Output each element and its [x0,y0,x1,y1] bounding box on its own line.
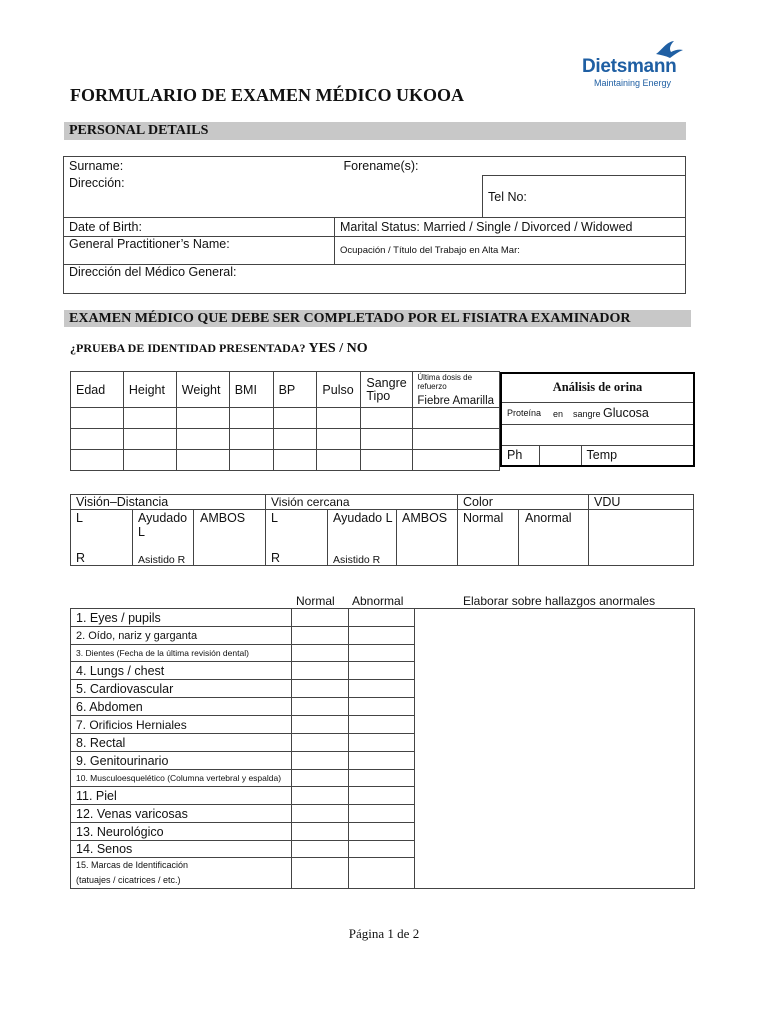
finding-normal-cell[interactable] [292,823,349,841]
finding-abnormal-cell[interactable] [349,734,415,752]
name-row[interactable] [64,157,686,176]
finding-item: 3. Dientes (Fecha de la última revisión dental) [71,645,292,662]
vdu-value[interactable] [589,510,694,566]
finding-normal-cell[interactable] [292,609,349,627]
address-field[interactable] [64,176,483,218]
company-logo [582,40,692,90]
finding-item: 8. Rectal [71,734,292,752]
finding-abnormal-cell[interactable] [349,698,415,716]
finding-item: 7. Orificios Herniales [71,716,292,734]
occupation-label: Ocupación / Título del Trabajo en Alta Mar: [340,245,520,256]
vital-cell[interactable] [176,429,229,450]
vital-cell[interactable] [71,429,124,450]
finding-item-sub: (tatuajes / cicatrices / etc.) [76,875,181,885]
vital-cell[interactable] [229,429,273,450]
finding-abnormal-cell[interactable] [349,662,415,680]
finding-item: 1. Eyes / pupils [71,609,292,627]
dob-field[interactable] [64,218,335,237]
near-both-label: AMBOS [402,511,448,525]
vital-header-height: Height [123,372,176,408]
ph-label: Ph [501,445,539,466]
vital-cell[interactable] [273,408,317,429]
finding-item: 10. Musculoesquelético (Columna vertebral y espalda) [71,770,292,787]
vital-cell[interactable] [229,450,273,471]
near-aided-label: Ayudado L [333,511,393,525]
vital-cell[interactable] [229,408,273,429]
vision-distance-both[interactable] [194,510,266,566]
vision-near-aided[interactable] [328,510,397,566]
protein-label: Proteína [507,408,542,418]
finding-abnormal-cell[interactable] [349,752,415,770]
elaborate-findings-area[interactable] [415,609,695,889]
finding-normal-cell[interactable] [292,787,349,805]
id-options[interactable]: YES / NO [308,341,368,356]
finding-normal-cell[interactable] [292,662,349,680]
page-number: Página 1 de 2 [348,926,420,941]
vital-header-bp: BP [273,372,317,408]
urine-title: Análisis de orina [501,373,694,402]
personal-details-table [63,156,686,218]
finding-item: 4. Lungs / chest [71,662,292,680]
finding-item: 14. Senos [71,841,292,858]
finding-normal-cell[interactable] [292,841,349,858]
vital-cell[interactable] [317,429,361,450]
color-abnormal-label: Anormal [525,511,572,525]
vital-cell[interactable] [176,408,229,429]
vital-cell[interactable] [361,450,413,471]
distance-aided-label: Ayudado L [138,511,188,539]
finding-abnormal-cell[interactable] [349,609,415,627]
distance-both-label: AMBOS [200,511,246,525]
id-question [70,341,368,357]
finding-item: 15. Marcas de Identificación [76,860,189,870]
col-normal-header: Normal [296,594,335,608]
vital-cell[interactable] [413,429,500,450]
finding-abnormal-cell[interactable] [349,805,415,823]
surname-label: Surname: [69,159,124,173]
finding-normal-cell[interactable] [292,734,349,752]
finding-item: 6. Abdomen [71,698,292,716]
finding-abnormal-cell[interactable] [349,645,415,662]
finding-item-15 [71,858,292,889]
tel-field[interactable] [483,176,686,218]
vision-distance-lr[interactable] [71,510,133,566]
vision-near-lr[interactable] [266,510,328,566]
exam-header: EXAMEN MÉDICO QUE DEBE SER COMPLETADO POR EL FISIATRA EXAMINADOR [64,310,691,327]
findings-table [70,608,695,889]
glucosa-label: Glucosa [603,405,649,420]
marital-field[interactable] [335,218,686,237]
finding-abnormal-cell[interactable] [349,823,415,841]
vision-near-both[interactable] [397,510,458,566]
dob-label: Date of Birth: [69,220,142,234]
temp-label: Temp [581,445,694,466]
logo-tagline: Maintaining Energy [594,78,672,88]
finding-item: 9. Genitourinario [71,752,292,770]
finding-abnormal-cell[interactable] [349,770,415,787]
finding-normal-cell[interactable] [292,680,349,698]
finding-normal-cell[interactable] [292,770,349,787]
color-normal[interactable] [458,510,519,566]
vision-distance-aided[interactable] [133,510,194,566]
finding-abnormal-cell[interactable] [349,787,415,805]
near-assisted-label: Asistido R [333,554,381,566]
finding-normal-cell[interactable] [292,752,349,770]
logo-name: Dietsmann [582,56,677,77]
vision-near-header: Visión cercana [266,495,458,510]
near-r-label: R [271,551,281,565]
vital-cell[interactable] [273,450,317,471]
ph-value[interactable] [539,445,581,466]
vital-cell[interactable] [176,450,229,471]
id-question-text: ¿PRUEBA DE IDENTIDAD PRESENTADA? [70,341,306,355]
vision-color-header: Color [458,495,589,510]
forename-label: Forename(s): [343,159,419,173]
finding-normal-cell[interactable] [292,716,349,734]
urine-analysis-table [500,372,695,467]
finding-normal-cell[interactable] [292,645,349,662]
urine-protein-row[interactable] [501,402,694,424]
tel-label: Tel No: [488,189,527,204]
vital-cell[interactable] [361,408,413,429]
vital-header-bmi: BMI [229,372,273,408]
vital-header-blood-type: Sangre Tipo [361,372,413,408]
gp-name-label: General Practitioner’s Name: [69,237,230,251]
finding-normal-cell[interactable] [292,698,349,716]
vital-cell[interactable] [123,450,176,471]
vital-cell[interactable] [413,450,500,471]
color-abnormal[interactable] [519,510,589,566]
finding-normal-cell[interactable] [292,805,349,823]
vital-cell[interactable] [317,450,361,471]
sangre-label: sangre [573,408,601,419]
finding-abnormal-cell[interactable] [349,680,415,698]
vital-header-pulse: Pulso [317,372,361,408]
vital-cell[interactable] [361,429,413,450]
page-title: FORMULARIO DE EXAMEN MÉDICO UKOOA [70,85,464,105]
vital-cell[interactable] [273,429,317,450]
booster-top-label: Última dosis de refuerzo [417,373,473,391]
finding-item: 2. Oído, nariz y garganta [71,627,292,645]
vital-header-weight: Weight [176,372,229,408]
distance-assisted-label: Asistido R [138,554,186,566]
near-l-label: L [271,511,278,525]
gp-address-label: Dirección del Médico General: [69,265,237,279]
marital-label: Marital Status: Married / Single / Divorced / Widowed [340,220,633,234]
finding-item: 11. Piel [71,787,292,805]
finding-abnormal-cell[interactable] [349,858,415,889]
gp-name-field[interactable] [64,237,335,265]
vdu-header: VDU [589,495,694,510]
color-normal-label: Normal [463,511,504,525]
finding-item: 12. Venas varicosas [71,805,292,823]
vision-table [70,494,694,566]
finding-abnormal-cell[interactable] [349,627,415,645]
personal-details-table-2 [63,217,686,294]
en-label: en [553,408,564,419]
finding-item: 13. Neurológico [71,823,292,841]
finding-abnormal-cell[interactable] [349,716,415,734]
vital-cell[interactable] [71,408,124,429]
distance-l-label: L [76,511,83,525]
booster-bottom-label: Fiebre Amarilla [417,395,495,407]
finding-abnormal-cell[interactable] [349,841,415,858]
occupation-field[interactable] [335,237,686,265]
col-abnormal-header: Abnormal [352,594,404,608]
finding-item: 5. Cardiovascular [71,680,292,698]
address-label: Dirección: [69,175,125,190]
finding-normal-cell[interactable] [292,858,349,889]
vital-cell[interactable] [123,408,176,429]
personal-details-header: PERSONAL DETAILS [64,122,686,140]
gp-address-field[interactable] [64,265,686,294]
vital-cell[interactable] [413,408,500,429]
finding-normal-cell[interactable] [292,627,349,645]
vitals-table [70,371,500,471]
col-elaborate-header: Elaborar sobre hallazgos anormales [463,594,656,608]
vital-cell[interactable] [317,408,361,429]
distance-r-label: R [76,551,86,565]
booster-header [413,372,500,408]
vital-cell[interactable] [123,429,176,450]
vital-header-age: Edad [71,372,124,408]
vital-cell[interactable] [71,450,124,471]
urine-blank-row[interactable] [501,424,694,445]
vision-distance-header: Visión–Distancia [71,495,266,510]
